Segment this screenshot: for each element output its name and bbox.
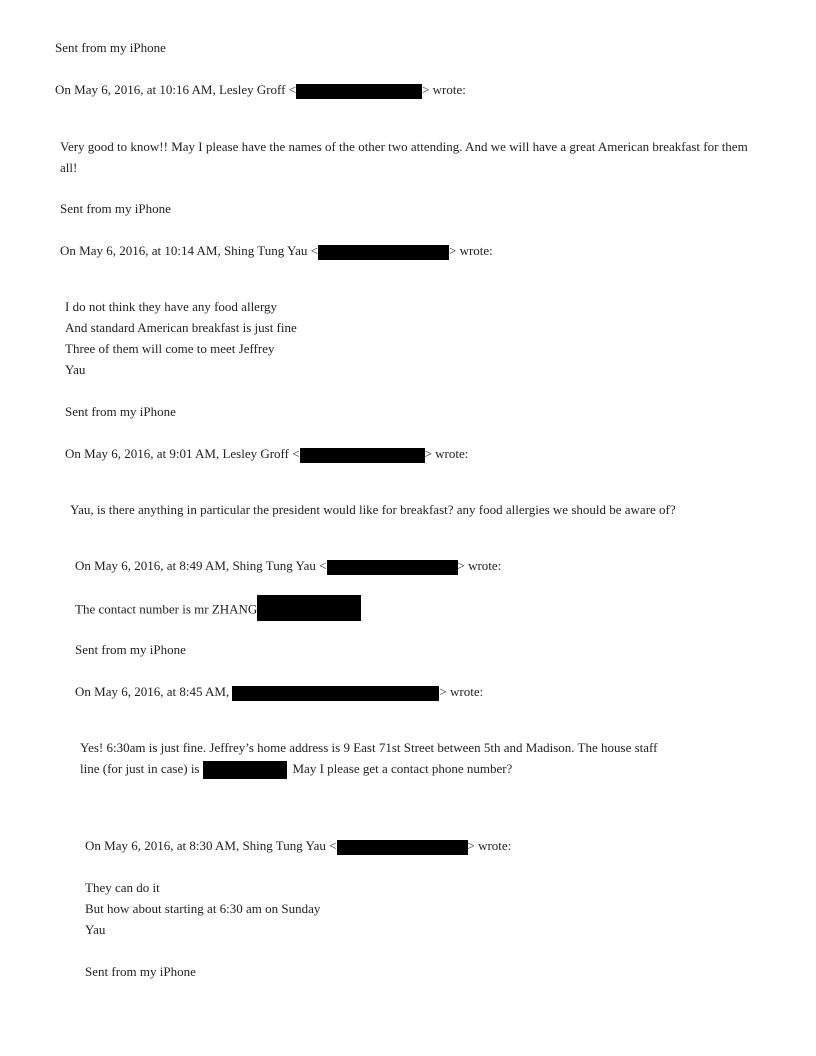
header-text: On May 6, 2016, at 8:45 AM,: [75, 684, 230, 699]
message-text: May I please get a contact phone number?: [292, 761, 513, 776]
signature-line: Sent from my iPhone: [55, 40, 166, 55]
header-text: On May 6, 2016, at 8:30 AM, Shing Tung Yau: [85, 838, 326, 853]
redacted-phone: [203, 761, 287, 779]
header-text: On May 6, 2016, at 9:01 AM, Lesley Groff: [65, 446, 289, 461]
email-header-3: [65, 446, 468, 463]
header-text: On May 6, 2016, at 10:16 AM, Lesley Groff: [55, 82, 286, 97]
email-header-6: [85, 838, 511, 855]
message-body-2: [65, 296, 297, 380]
open-bracket: <: [292, 446, 300, 461]
signature-line: Sent from my iPhone: [65, 404, 176, 419]
wrote-label: > wrote:: [449, 243, 493, 258]
wrote-label: > wrote:: [422, 82, 466, 97]
redacted-phone: [257, 595, 361, 621]
message-line: Three of them will come to meet Jeffrey: [65, 341, 275, 356]
wrote-label: > wrote:: [424, 446, 469, 461]
redacted-email: [327, 560, 458, 575]
signature-line: Sent from my iPhone: [60, 201, 171, 216]
message-line: [80, 758, 657, 779]
message-line: But how about starting at 6:30 am on Sunday: [85, 901, 321, 916]
message-line: Yes! 6:30am is just fine. Jeffrey’s home address is 9 East 71st Street between 5th and Madison. The house staff: [80, 740, 658, 755]
email-header-5: [75, 684, 483, 701]
message-line: Yau: [85, 922, 106, 937]
redacted-email: [318, 245, 449, 260]
email-header-1: [55, 82, 466, 99]
open-bracket: <: [319, 558, 327, 573]
redacted-email: [337, 840, 468, 855]
message-body-4: [75, 600, 361, 621]
signature-line: Sent from my iPhone: [75, 642, 186, 657]
wrote-label: > wrote:: [457, 558, 502, 573]
message-text: The contact number is mr ZHANG: [75, 601, 258, 617]
signature-line: Sent from my iPhone: [85, 964, 196, 979]
message-body-5: [80, 737, 657, 779]
redacted-email: [296, 84, 422, 99]
message-body-1: Very good to know!! May I please have the names of the other two attending. And we will have a great American breakfast for them all!: [60, 139, 748, 175]
message-body-3: Yau, is there anything in particular the president would like for breakfast? any food allergies we should be aware of?: [70, 502, 676, 517]
redacted-sender: [232, 686, 439, 701]
message-line: They can do it: [85, 880, 160, 895]
open-bracket: <: [288, 82, 297, 97]
email-header-4: [75, 558, 501, 575]
wrote-label: > wrote:: [439, 684, 484, 699]
wrote-label: > wrote:: [467, 838, 512, 853]
redacted-email: [300, 448, 425, 463]
message-text: line (for just in case) is: [80, 761, 200, 776]
message-body-6: [85, 877, 320, 940]
email-header-2: [60, 243, 493, 260]
header-text: On May 6, 2016, at 8:49 AM, Shing Tung Yau: [75, 558, 316, 573]
message-line: Yau: [65, 362, 86, 377]
open-bracket: <: [310, 243, 318, 258]
open-bracket: <: [329, 838, 337, 853]
message-line: And standard American breakfast is just fine: [65, 320, 297, 335]
message-line: I do not think they have any food allergy: [65, 299, 278, 314]
header-text: On May 6, 2016, at 10:14 AM, Shing Tung Yau: [60, 243, 308, 258]
